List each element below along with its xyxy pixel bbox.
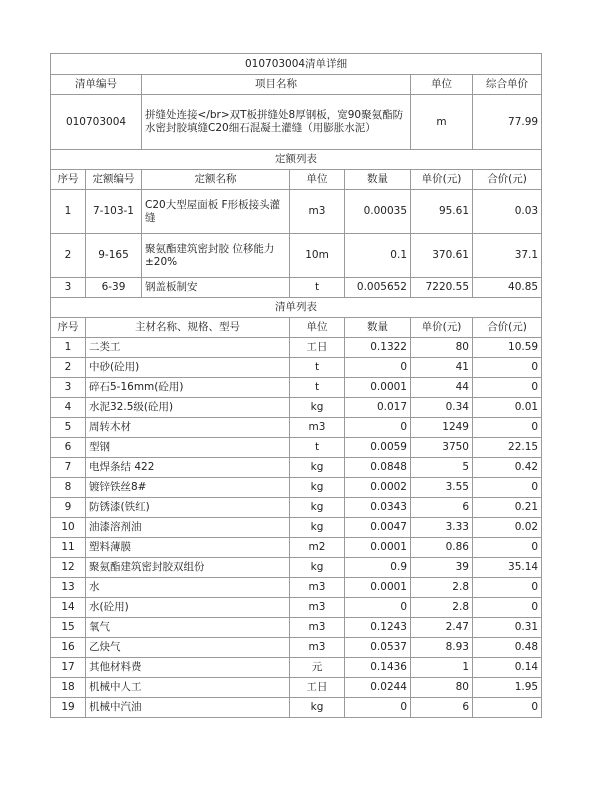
material-total: 0 (473, 418, 542, 438)
material-unit: kg (290, 698, 345, 718)
material-unit: 工日 (290, 678, 345, 698)
material-name: 镀锌铁丝8# (86, 478, 290, 498)
material-price: 39 (411, 558, 473, 578)
quota-section-title: 定额列表 (51, 150, 542, 170)
material-price: 1 (411, 658, 473, 678)
material-qty: 0.1322 (345, 338, 411, 358)
material-no: 17 (51, 658, 86, 678)
material-unit: t (290, 378, 345, 398)
material-unit: kg (290, 398, 345, 418)
material-total: 0.21 (473, 498, 542, 518)
material-total: 0.42 (473, 458, 542, 478)
material-name: 水泥32.5级(砼用) (86, 398, 290, 418)
material-qty: 0.9 (345, 558, 411, 578)
material-total: 0 (473, 598, 542, 618)
material-row (51, 538, 542, 558)
material-price: 5 (411, 458, 473, 478)
material-unit: m3 (290, 638, 345, 658)
unit-header: 单位 (411, 75, 473, 95)
material-row (51, 558, 542, 578)
material-total: 35.14 (473, 558, 542, 578)
material-row (51, 598, 542, 618)
material-name: 其他材料费 (86, 658, 290, 678)
material-total: 0.02 (473, 518, 542, 538)
quota-unit: 10m (290, 234, 345, 278)
material-row (51, 638, 542, 658)
material-row (51, 398, 542, 418)
code-header: 清单编号 (51, 75, 142, 95)
material-row (51, 658, 542, 678)
material-name: 乙炔气 (86, 638, 290, 658)
material-no: 3 (51, 378, 86, 398)
material-row (51, 698, 542, 718)
material-total: 0 (473, 358, 542, 378)
material-qty: 0.1436 (345, 658, 411, 678)
quota-unit: m3 (290, 190, 345, 234)
material-price: 3750 (411, 438, 473, 458)
quota-header-qty: 数量 (345, 170, 411, 190)
material-price: 3.33 (411, 518, 473, 538)
quota-code: 9-165 (86, 234, 142, 278)
quota-header-no: 序号 (51, 170, 86, 190)
material-qty: 0 (345, 418, 411, 438)
material-total: 0.31 (473, 618, 542, 638)
quota-no: 2 (51, 234, 86, 278)
quota-header-price: 单价(元) (411, 170, 473, 190)
material-total: 0.01 (473, 398, 542, 418)
material-no: 1 (51, 338, 86, 358)
material-header-unit: 单位 (290, 318, 345, 338)
material-price: 8.93 (411, 638, 473, 658)
material-row (51, 358, 542, 378)
material-qty: 0.0244 (345, 678, 411, 698)
quota-price: 7220.55 (411, 278, 473, 298)
item-unit: m (411, 95, 473, 150)
material-no: 10 (51, 518, 86, 538)
material-row (51, 518, 542, 538)
material-no: 11 (51, 538, 86, 558)
material-qty: 0.0001 (345, 378, 411, 398)
quota-header-name: 定额名称 (142, 170, 290, 190)
page-title: 010703004清单详细 (51, 54, 542, 75)
material-no: 13 (51, 578, 86, 598)
material-total: 0.14 (473, 658, 542, 678)
price-header: 综合单价 (473, 75, 542, 95)
material-price: 2.8 (411, 598, 473, 618)
material-header-price: 单价(元) (411, 318, 473, 338)
quota-header-unit: 单位 (290, 170, 345, 190)
material-header-qty: 数量 (345, 318, 411, 338)
material-unit: m3 (290, 418, 345, 438)
material-unit: m2 (290, 538, 345, 558)
material-total: 22.15 (473, 438, 542, 458)
material-price: 44 (411, 378, 473, 398)
material-row (51, 478, 542, 498)
material-unit: m3 (290, 618, 345, 638)
material-no: 7 (51, 458, 86, 478)
material-qty: 0.0002 (345, 478, 411, 498)
material-row (51, 618, 542, 638)
material-row (51, 438, 542, 458)
quota-row (51, 190, 542, 234)
material-no: 9 (51, 498, 86, 518)
quota-row (51, 278, 542, 298)
material-unit: t (290, 438, 345, 458)
material-unit: kg (290, 558, 345, 578)
material-qty: 0.0537 (345, 638, 411, 658)
material-row (51, 418, 542, 438)
material-name: 水 (86, 578, 290, 598)
material-total: 0 (473, 478, 542, 498)
quota-total: 37.1 (473, 234, 542, 278)
name-header: 项目名称 (142, 75, 411, 95)
quota-row (51, 234, 542, 278)
material-name: 聚氨酯建筑密封胶双组份 (86, 558, 290, 578)
quota-name: 聚氨酯建筑密封胶 位移能力±20% (142, 234, 290, 278)
quota-total: 0.03 (473, 190, 542, 234)
material-price: 6 (411, 698, 473, 718)
bill-detail-table (50, 53, 542, 718)
material-no: 2 (51, 358, 86, 378)
material-name: 碎石5-16mm(砼用) (86, 378, 290, 398)
material-total: 0 (473, 378, 542, 398)
item-code: 010703004 (51, 95, 142, 150)
material-qty: 0 (345, 358, 411, 378)
material-price: 1249 (411, 418, 473, 438)
material-header-no: 序号 (51, 318, 86, 338)
material-total: 0.48 (473, 638, 542, 658)
material-total: 1.95 (473, 678, 542, 698)
material-total: 0 (473, 698, 542, 718)
material-total: 0 (473, 578, 542, 598)
material-price: 3.55 (411, 478, 473, 498)
material-unit: kg (290, 518, 345, 538)
material-name: 周转木材 (86, 418, 290, 438)
material-qty: 0.0343 (345, 498, 411, 518)
material-total: 10.59 (473, 338, 542, 358)
material-price: 2.47 (411, 618, 473, 638)
material-no: 18 (51, 678, 86, 698)
material-qty: 0.0001 (345, 538, 411, 558)
quota-no: 3 (51, 278, 86, 298)
material-qty: 0.1243 (345, 618, 411, 638)
material-name: 油漆溶剂油 (86, 518, 290, 538)
quota-no: 1 (51, 190, 86, 234)
material-qty: 0.0047 (345, 518, 411, 538)
quota-unit: t (290, 278, 345, 298)
item-price: 77.99 (473, 95, 542, 150)
quota-qty: 0.005652 (345, 278, 411, 298)
material-no: 5 (51, 418, 86, 438)
material-qty: 0 (345, 598, 411, 618)
material-qty: 0.017 (345, 398, 411, 418)
material-qty: 0.0059 (345, 438, 411, 458)
material-price: 80 (411, 338, 473, 358)
quota-name: C20大型屋面板 F形板接头灌缝 (142, 190, 290, 234)
material-name: 防锈漆(铁红) (86, 498, 290, 518)
material-unit: 元 (290, 658, 345, 678)
material-no: 8 (51, 478, 86, 498)
material-price: 0.34 (411, 398, 473, 418)
quota-price: 370.61 (411, 234, 473, 278)
material-name: 中砂(砼用) (86, 358, 290, 378)
material-row (51, 378, 542, 398)
material-no: 19 (51, 698, 86, 718)
material-name: 电焊条结 422 (86, 458, 290, 478)
material-no: 4 (51, 398, 86, 418)
material-row (51, 498, 542, 518)
quota-code: 6-39 (86, 278, 142, 298)
quota-total: 40.85 (473, 278, 542, 298)
item-name: 拼缝处连接</br>双T板拼缝处8厚钢板，宽90聚氨酯防水密封胶填缝C20细石混凝土灌缝（用膨胀水泥） (142, 95, 411, 150)
quota-header-total: 合价(元) (473, 170, 542, 190)
material-unit: m3 (290, 598, 345, 618)
material-unit: t (290, 358, 345, 378)
material-header-name: 主材名称、规格、型号 (86, 318, 290, 338)
material-no: 6 (51, 438, 86, 458)
material-name: 塑料薄膜 (86, 538, 290, 558)
material-header-total: 合价(元) (473, 318, 542, 338)
material-no: 12 (51, 558, 86, 578)
quota-code: 7-103-1 (86, 190, 142, 234)
quota-price: 95.61 (411, 190, 473, 234)
material-unit: m3 (290, 578, 345, 598)
material-no: 14 (51, 598, 86, 618)
material-qty: 0 (345, 698, 411, 718)
material-name: 机械中汽油 (86, 698, 290, 718)
material-row (51, 678, 542, 698)
quota-qty: 0.00035 (345, 190, 411, 234)
material-unit: kg (290, 458, 345, 478)
material-price: 2.8 (411, 578, 473, 598)
material-unit: kg (290, 498, 345, 518)
material-price: 41 (411, 358, 473, 378)
material-row (51, 458, 542, 478)
quota-header-code: 定额编号 (86, 170, 142, 190)
material-name: 水(砼用) (86, 598, 290, 618)
material-no: 15 (51, 618, 86, 638)
material-name: 机械中人工 (86, 678, 290, 698)
material-row (51, 338, 542, 358)
quota-name: 钢盖板制安 (142, 278, 290, 298)
material-no: 16 (51, 638, 86, 658)
material-price: 6 (411, 498, 473, 518)
material-unit: 工日 (290, 338, 345, 358)
material-qty: 0.0001 (345, 578, 411, 598)
material-name: 氧气 (86, 618, 290, 638)
material-row (51, 578, 542, 598)
material-qty: 0.0848 (345, 458, 411, 478)
quota-qty: 0.1 (345, 234, 411, 278)
material-price: 80 (411, 678, 473, 698)
material-name: 二类工 (86, 338, 290, 358)
material-total: 0 (473, 538, 542, 558)
material-section-title: 清单列表 (51, 298, 542, 318)
material-unit: kg (290, 478, 345, 498)
material-name: 型钢 (86, 438, 290, 458)
material-price: 0.86 (411, 538, 473, 558)
